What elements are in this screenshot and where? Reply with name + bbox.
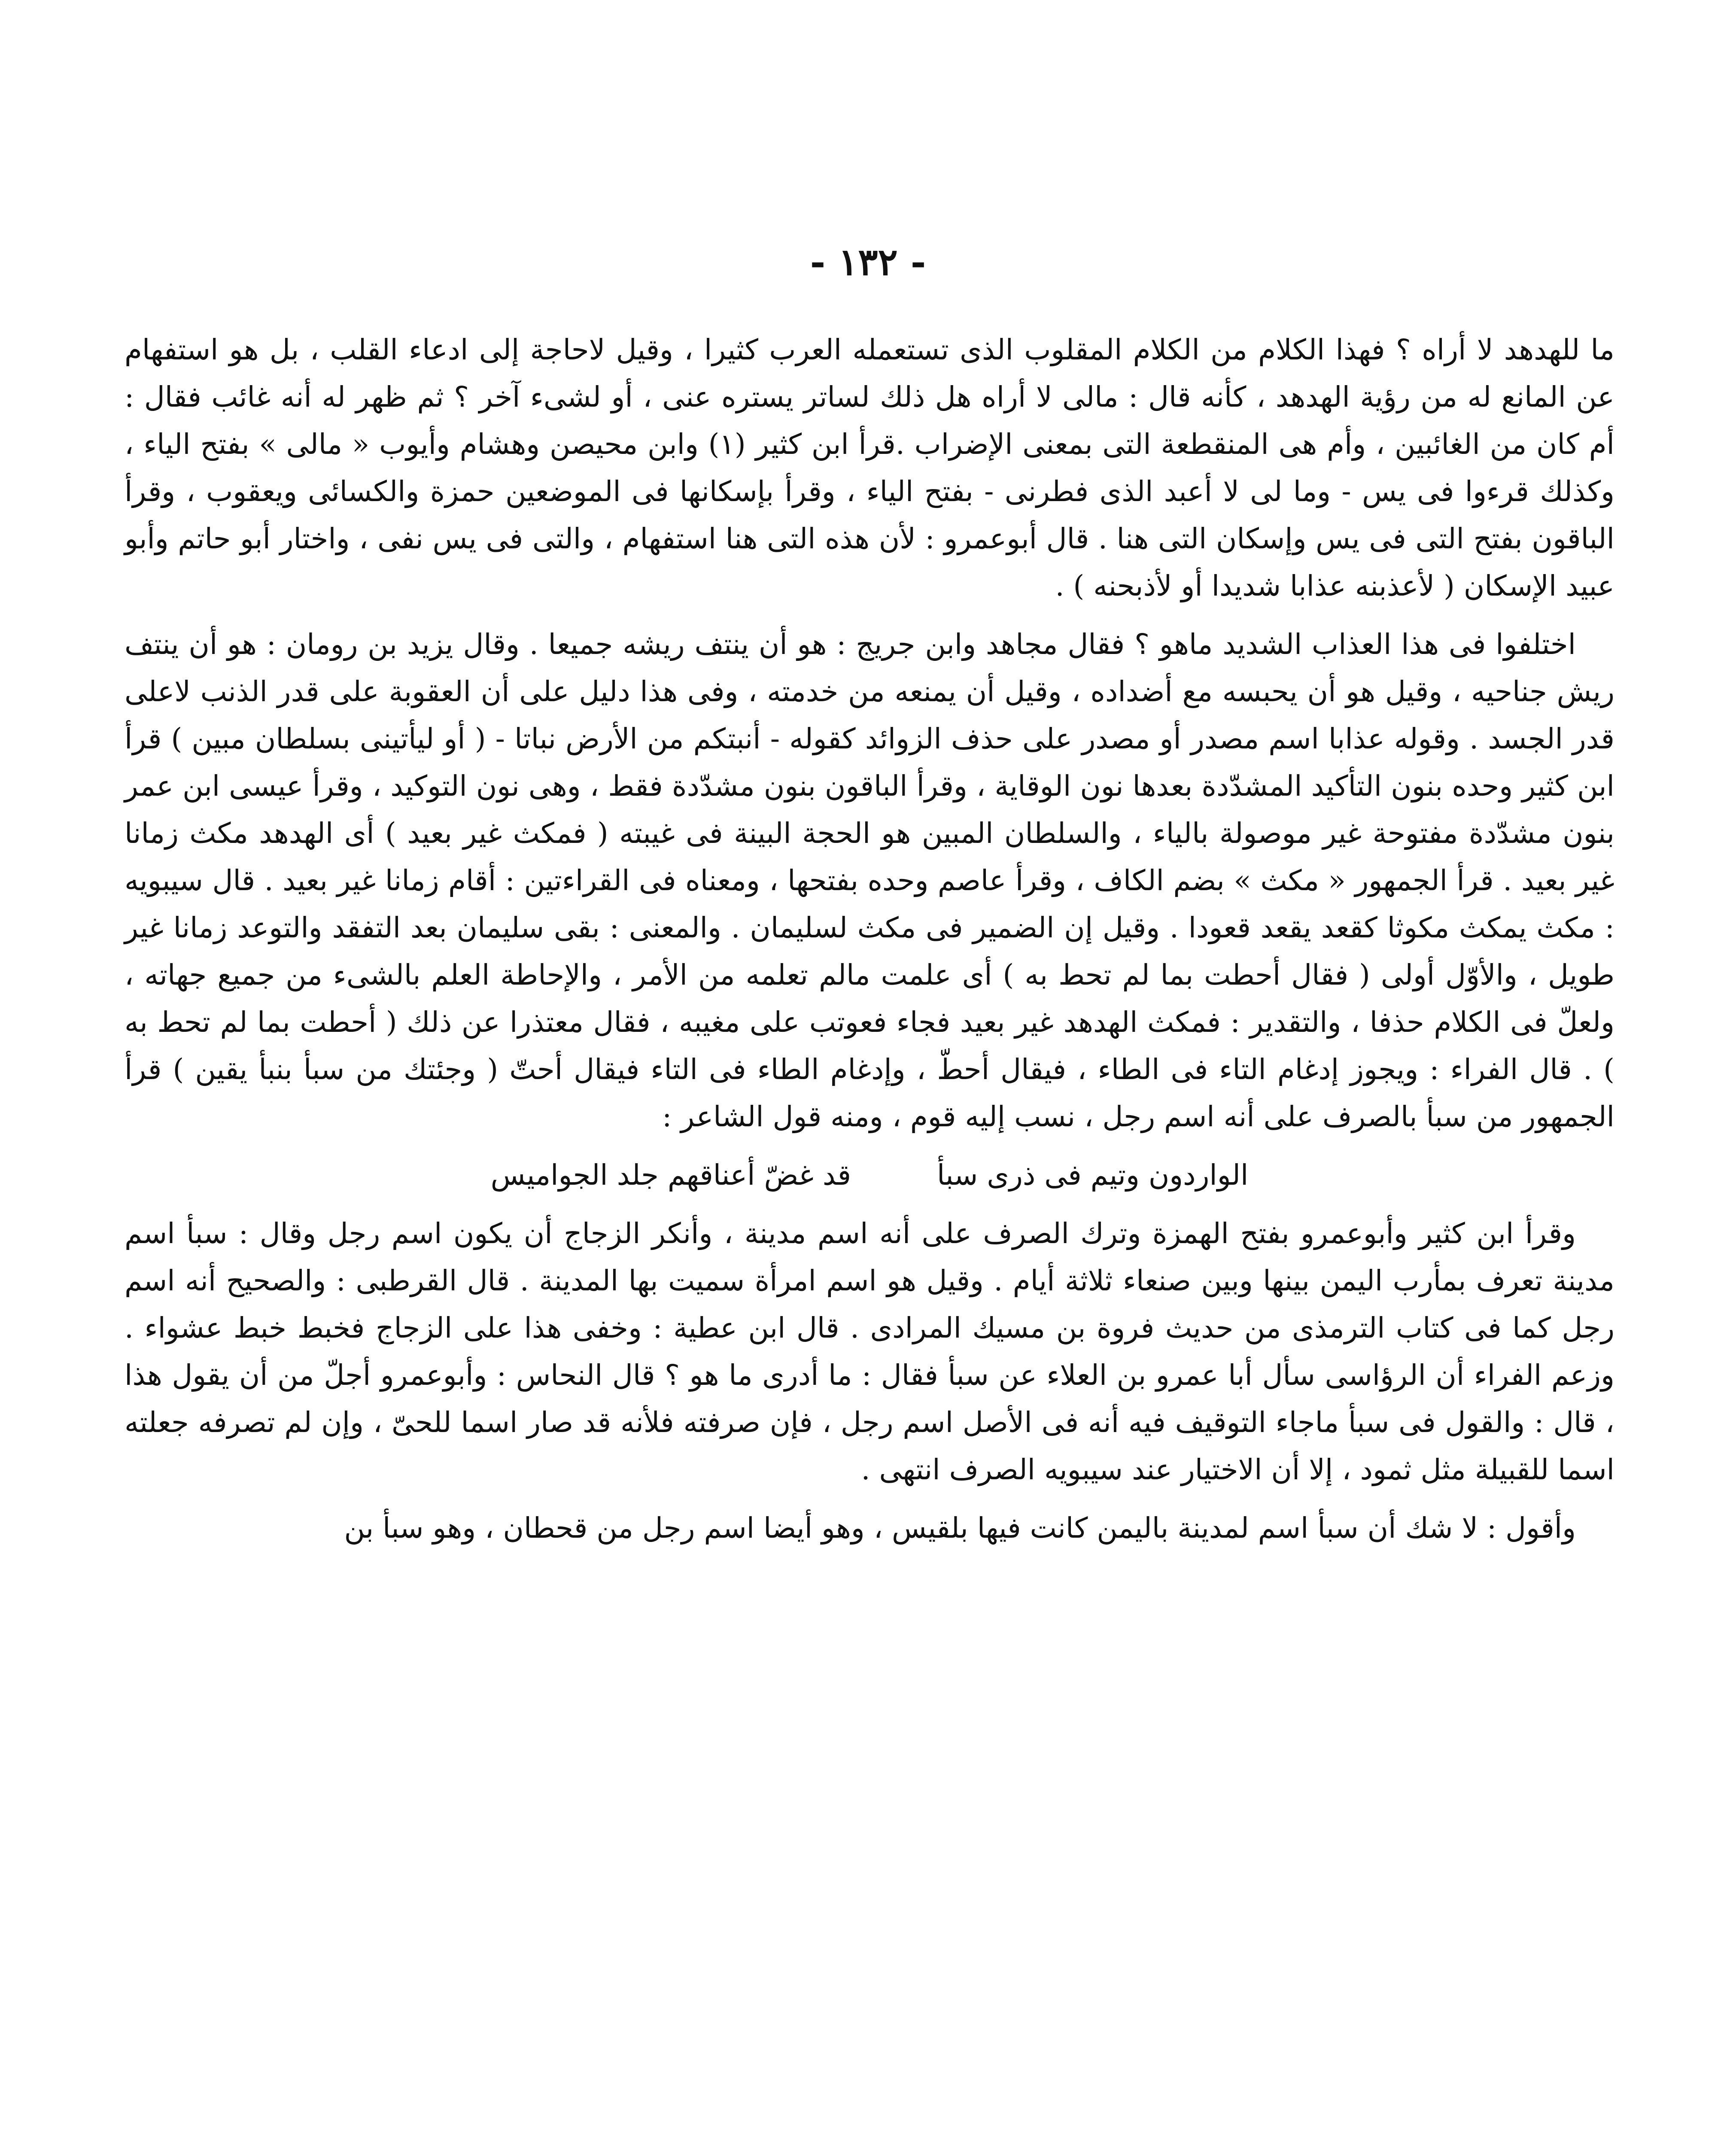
- paragraph-3: وقرأ ابن كثير وأبوعمرو بفتح الهمزة وترك الصرف على أنه اسم مدينة ، وأنكر الزجاج أن يكون اسم رجل وقال : سبأ اسم مدينة تعرف بمأرب اليمن بينها وبين صنعاء ثلاثة أيام . وقيل هو اسم امرأة سميت بها المدينة . قال القرطبى : والصحيح أنه اسم رجل كما فى كتاب الترمذى من حديث فروة بن مسيك المرادى . قال ابن عطية : وخفى هذا على الزجاج فخبط خبط عشواء . وزعم الفراء أن الرؤاسى سأل أبا عمرو بن العلاء عن سبأ فقال : ما أدرى ما هو ؟ قال النحاس : وأبوعمرو أجلّ من أن يقول هذا ، قال : والقول فى سبأ ماجاء التوقيف فيه أنه فى الأصل اسم رجل ، فإن صرفته فلأنه قد صار اسما للحىّ ، وإن لم تصرفه جعلته اسما للقبيلة مثل ثمود ، إلا أن الاختيار عند سيبويه الصرف انتهى .: [125, 1217, 1614, 1486]
- poetry-verse: [125, 1152, 1614, 1199]
- paragraph-4: وأقول : لا شك أن سبأ اسم لمدينة باليمن كانت فيها بلقيس ، وهو أيضا اسم رجل من قحطان ، وهو سبأ بن: [344, 1511, 1576, 1545]
- verse-second-hemistich: قد غضّ أعناقهم جلد الجواميس: [490, 1159, 851, 1192]
- verse-first-hemistich: الواردون وتيم فى ذرى سبأ: [937, 1159, 1249, 1192]
- main-text: [125, 326, 1614, 1563]
- page-number: - ١٣٢ -: [810, 240, 926, 284]
- paragraph-1: ما للهدهد لا أراه ؟ فهذا الكلام من الكلام المقلوب الذى تستعمله العرب كثيرا ، وقيل لاحاجة إلى ادعاء القلب ، بل هو استفهام عن المانع له من رؤية الهدهد ، كأنه قال : مالى لا أراه هل ذلك لساتر يستره عنى ، أو لشىء آخر ؟ ثم ظهر له أنه غائب فقال : أم كان من الغائبين ، وأم هى المنقطعة التى بمعنى الإضراب .قرأ ابن كثير (١) وابن محيصن وهشام وأيوب « مالى » بفتح الياء ، وكذلك قرءوا فى يس - وما لى لا أعبد الذى فطرنى - بفتح الياء ، وقرأ بإسكانها فى الموضعين حمزة والكسائى ويعقوب ، وقرأ الباقون بفتح التى فى يس وإسكان التى هنا . قال أبوعمرو : لأن هذه التى هنا استفهام ، والتى فى يس نفى ، واختار أبو حاتم وأبو عبيد الإسكان ( لأعذبنه عذابا شديدا أو لأذبحنه ) .: [125, 333, 1614, 602]
- paragraph-2: اختلفوا فى هذا العذاب الشديد ماهو ؟ فقال مجاهد وابن جريج : هو أن ينتف ريشه جميعا . وقال يزيد بن رومان : هو أن ينتف ريش جناحيه ، وقيل هو أن يحبسه مع أضداده ، وقيل أن يمنعه من خدمته ، وفى هذا دليل على أن العقوبة على قدر الذنب لاعلى قدر الجسد . وقوله عذابا اسم مصدر أو مصدر على حذف الزوائد كقوله - أنبتكم من الأرض نباتا - ( أو ليأتينى بسلطان مبين ) قرأ ابن كثير وحده بنون التأكيد المشدّدة بعدها نون الوقاية ، وقرأ الباقون بنون مشدّدة فقط ، وهى نون التوكيد ، وقرأ عيسى ابن عمر بنون مشدّدة مفتوحة غير موصولة بالياء ، والسلطان المبين هو الحجة البينة فى غيبته ( فمكث غير بعيد ) أى الهدهد مكث زمانا غير بعيد . قرأ الجمهور « مكث » بضم الكاف ، وقرأ عاصم وحده بفتحها ، ومعناه فى القراءتين : أقام زمانا غير بعيد . قال سيبويه : مكث يمكث مكوثا كقعد يقعد قعودا . وقيل إن الضمير فى مكث لسليمان . والمعنى : بقى سليمان بعد التفقد والتوعد زمانا غير طويل ، والأوّل أولى ( فقال أحطت بما لم تحط به ) أى علمت مالم تعلمه من الأمر ، والإحاطة العلم بالشىء من جميع جهاته ، ولعلّ فى الكلام حذفا ، والتقدير : فمكث الهدهد غير بعيد فجاء فعوتب على مغيبه ، فقال معتذرا عن ذلك ( أحطت بما لم تحط به ) . قال الفراء : ويجوز إدغام التاء فى الطاء ، فيقال أحطّ ، وإدغام الطاء فى التاء فيقال أحتّ ( وجئتك من سبأ بنبأ يقين ) قرأ الجمهور من سبأ بالصرف على أنه اسم رجل ، نسب إليه قوم ، ومنه قول الشاعر :: [125, 628, 1615, 1133]
